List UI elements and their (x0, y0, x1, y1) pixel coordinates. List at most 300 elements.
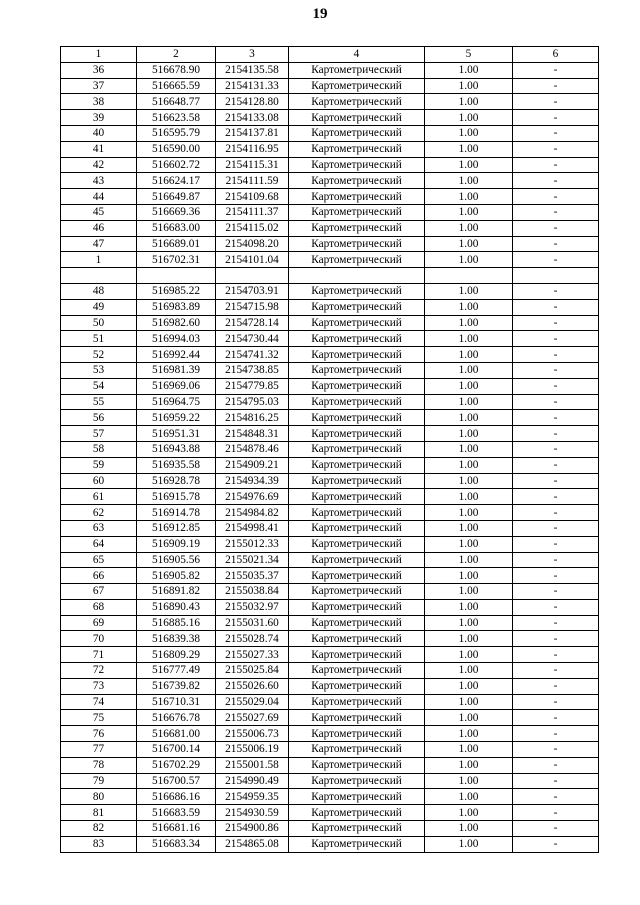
note-cell: - (513, 821, 599, 837)
table-row (61, 789, 599, 805)
table-row (61, 678, 599, 694)
point-number-cell: 55 (61, 394, 137, 410)
x-coordinate-cell: 516665.59 (137, 78, 216, 94)
x-coordinate-cell: 516905.56 (137, 552, 216, 568)
method-cell: Картометрический (289, 252, 425, 268)
x-coordinate-cell: 516959.22 (137, 410, 216, 426)
method-cell: Картометрический (289, 299, 425, 315)
method-cell: Картометрический (289, 457, 425, 473)
method-cell: Картометрический (289, 378, 425, 394)
y-coordinate-cell: 2155027.33 (216, 647, 289, 663)
method-cell: Картометрический (289, 726, 425, 742)
accuracy-cell: 1.00 (425, 220, 513, 236)
method-cell: Картометрический (289, 110, 425, 126)
accuracy-cell: 1.00 (425, 315, 513, 331)
table-row (61, 694, 599, 710)
x-coordinate-cell: 516992.44 (137, 347, 216, 363)
y-coordinate-cell: 2154115.02 (216, 220, 289, 236)
accuracy-cell: 1.00 (425, 110, 513, 126)
point-number-cell: 82 (61, 821, 137, 837)
x-coordinate-cell: 516683.59 (137, 805, 216, 821)
accuracy-cell: 1.00 (425, 204, 513, 220)
note-cell: - (513, 473, 599, 489)
table-row (61, 631, 599, 647)
note-cell: - (513, 252, 599, 268)
table-row (61, 315, 599, 331)
x-coordinate-cell: 516983.89 (137, 299, 216, 315)
x-coordinate-cell: 516935.58 (137, 457, 216, 473)
accuracy-cell: 1.00 (425, 615, 513, 631)
point-number-cell: 38 (61, 94, 137, 110)
table-row (61, 489, 599, 505)
table-row (61, 125, 599, 141)
method-cell: Картометрический (289, 663, 425, 679)
method-cell: Картометрический (289, 362, 425, 378)
y-coordinate-cell: 2154135.58 (216, 62, 289, 78)
method-cell: Картометрический (289, 62, 425, 78)
x-coordinate-cell: 516689.01 (137, 236, 216, 252)
accuracy-cell: 1.00 (425, 157, 513, 173)
point-number-cell: 69 (61, 615, 137, 631)
note-cell: - (513, 647, 599, 663)
x-coordinate-cell: 516683.00 (137, 220, 216, 236)
note-cell: - (513, 789, 599, 805)
y-coordinate-cell: 2154116.95 (216, 141, 289, 157)
point-number-cell: 40 (61, 125, 137, 141)
x-coordinate-cell: 516602.72 (137, 157, 216, 173)
point-number-cell: 77 (61, 742, 137, 758)
method-cell: Картометрический (289, 821, 425, 837)
table-row (61, 568, 599, 584)
method-cell: Картометрический (289, 189, 425, 205)
method-cell: Картометрический (289, 141, 425, 157)
method-cell: Картометрический (289, 236, 425, 252)
x-coordinate-cell: 516669.36 (137, 204, 216, 220)
accuracy-cell: 1.00 (425, 821, 513, 837)
note-cell: - (513, 125, 599, 141)
point-number-cell: 76 (61, 726, 137, 742)
y-coordinate-cell: 2155012.33 (216, 536, 289, 552)
point-number-cell: 51 (61, 331, 137, 347)
x-coordinate-cell: 516891.82 (137, 584, 216, 600)
method-cell: Картометрический (289, 536, 425, 552)
x-coordinate-cell: 516890.43 (137, 599, 216, 615)
accuracy-cell: 1.00 (425, 552, 513, 568)
method-cell: Картометрический (289, 678, 425, 694)
table-row (61, 189, 599, 205)
x-coordinate-cell: 516943.88 (137, 441, 216, 457)
table-row (61, 220, 599, 236)
method-cell: Картометрический (289, 157, 425, 173)
x-coordinate-cell: 516681.16 (137, 821, 216, 837)
x-coordinate-cell: 516700.14 (137, 742, 216, 758)
y-coordinate-cell: 2155035.37 (216, 568, 289, 584)
method-cell: Картометрический (289, 552, 425, 568)
point-number-cell: 49 (61, 299, 137, 315)
method-cell: Картометрический (289, 773, 425, 789)
x-coordinate-cell: 516676.78 (137, 710, 216, 726)
table-row (61, 410, 599, 426)
point-number-cell: 71 (61, 647, 137, 663)
method-cell: Картометрический (289, 204, 425, 220)
accuracy-cell: 1.00 (425, 62, 513, 78)
point-number-cell: 50 (61, 315, 137, 331)
note-cell: - (513, 552, 599, 568)
y-coordinate-cell: 2154128.80 (216, 94, 289, 110)
note-cell: - (513, 568, 599, 584)
accuracy-cell: 1.00 (425, 836, 513, 852)
accuracy-cell: 1.00 (425, 378, 513, 394)
table-row (61, 647, 599, 663)
note-cell: - (513, 441, 599, 457)
y-coordinate-cell: 2155027.69 (216, 710, 289, 726)
table-row (61, 584, 599, 600)
note-cell (513, 268, 599, 284)
method-cell: Картометрический (289, 410, 425, 426)
accuracy-cell: 1.00 (425, 125, 513, 141)
accuracy-cell: 1.00 (425, 362, 513, 378)
point-number-cell: 53 (61, 362, 137, 378)
accuracy-cell: 1.00 (425, 78, 513, 94)
point-number-cell: 83 (61, 836, 137, 852)
note-cell: - (513, 220, 599, 236)
point-number-cell: 80 (61, 789, 137, 805)
x-coordinate-cell: 516590.00 (137, 141, 216, 157)
point-number-cell: 73 (61, 678, 137, 694)
table-row (61, 283, 599, 299)
x-coordinate-cell: 516648.77 (137, 94, 216, 110)
method-cell (289, 268, 425, 284)
accuracy-cell: 1.00 (425, 631, 513, 647)
table-row (61, 252, 599, 268)
method-cell: Картометрический (289, 94, 425, 110)
point-number-cell: 81 (61, 805, 137, 821)
y-coordinate-cell: 2154741.32 (216, 347, 289, 363)
y-coordinate-cell: 2154101.04 (216, 252, 289, 268)
y-coordinate-cell: 2154779.85 (216, 378, 289, 394)
table-row (61, 94, 599, 110)
x-coordinate-cell: 516839.38 (137, 631, 216, 647)
x-coordinate-cell: 516681.00 (137, 726, 216, 742)
header-cell: 3 (216, 47, 289, 63)
accuracy-cell: 1.00 (425, 742, 513, 758)
y-coordinate-cell: 2154865.08 (216, 836, 289, 852)
note-cell: - (513, 836, 599, 852)
point-number-cell: 41 (61, 141, 137, 157)
y-coordinate-cell: 2155026.60 (216, 678, 289, 694)
point-number-cell: 46 (61, 220, 137, 236)
point-number-cell: 44 (61, 189, 137, 205)
table-row (61, 62, 599, 78)
note-cell: - (513, 236, 599, 252)
accuracy-cell: 1.00 (425, 94, 513, 110)
x-coordinate-cell: 516683.34 (137, 836, 216, 852)
method-cell: Картометрический (289, 599, 425, 615)
accuracy-cell: 1.00 (425, 426, 513, 442)
point-number-cell: 42 (61, 157, 137, 173)
note-cell: - (513, 536, 599, 552)
point-number-cell: 74 (61, 694, 137, 710)
note-cell: - (513, 204, 599, 220)
y-coordinate-cell: 2154703.91 (216, 283, 289, 299)
method-cell: Картометрический (289, 78, 425, 94)
table-row (61, 394, 599, 410)
note-cell: - (513, 726, 599, 742)
table-row (61, 268, 599, 284)
x-coordinate-cell: 516700.57 (137, 773, 216, 789)
x-coordinate-cell: 516912.85 (137, 520, 216, 536)
point-number-cell: 1 (61, 252, 137, 268)
header-cell: 1 (61, 47, 137, 63)
table-row (61, 552, 599, 568)
y-coordinate-cell: 2155025.84 (216, 663, 289, 679)
accuracy-cell: 1.00 (425, 568, 513, 584)
note-cell: - (513, 426, 599, 442)
note-cell: - (513, 678, 599, 694)
table-header-row (61, 47, 599, 63)
method-cell: Картометрический (289, 742, 425, 758)
method-cell: Картометрический (289, 347, 425, 363)
x-coordinate-cell: 516928.78 (137, 473, 216, 489)
y-coordinate-cell: 2154816.25 (216, 410, 289, 426)
method-cell: Картометрический (289, 125, 425, 141)
point-number-cell: 61 (61, 489, 137, 505)
point-number-cell: 63 (61, 520, 137, 536)
point-number-cell: 52 (61, 347, 137, 363)
x-coordinate-cell: 516905.82 (137, 568, 216, 584)
point-number-cell: 48 (61, 283, 137, 299)
accuracy-cell: 1.00 (425, 489, 513, 505)
note-cell: - (513, 663, 599, 679)
table-row (61, 173, 599, 189)
accuracy-cell: 1.00 (425, 252, 513, 268)
table-body (61, 47, 599, 853)
y-coordinate-cell: 2154976.69 (216, 489, 289, 505)
point-number-cell: 56 (61, 410, 137, 426)
table-row (61, 599, 599, 615)
x-coordinate-cell: 516777.49 (137, 663, 216, 679)
accuracy-cell: 1.00 (425, 789, 513, 805)
note-cell: - (513, 584, 599, 600)
x-coordinate-cell: 516624.17 (137, 173, 216, 189)
accuracy-cell: 1.00 (425, 505, 513, 521)
table-row (61, 204, 599, 220)
point-number-cell: 62 (61, 505, 137, 521)
x-coordinate-cell: 516702.29 (137, 757, 216, 773)
method-cell: Картометрический (289, 489, 425, 505)
table-row (61, 536, 599, 552)
y-coordinate-cell: 2154984.82 (216, 505, 289, 521)
y-coordinate-cell: 2155028.74 (216, 631, 289, 647)
header-cell: 6 (513, 47, 599, 63)
accuracy-cell: 1.00 (425, 394, 513, 410)
accuracy-cell: 1.00 (425, 473, 513, 489)
x-coordinate-cell: 516951.31 (137, 426, 216, 442)
accuracy-cell: 1.00 (425, 710, 513, 726)
note-cell: - (513, 62, 599, 78)
note-cell: - (513, 410, 599, 426)
x-coordinate-cell: 516678.90 (137, 62, 216, 78)
y-coordinate-cell: 2155029.04 (216, 694, 289, 710)
method-cell: Картометрический (289, 473, 425, 489)
y-coordinate-cell: 2155031.60 (216, 615, 289, 631)
y-coordinate-cell: 2154115.31 (216, 157, 289, 173)
note-cell: - (513, 157, 599, 173)
y-coordinate-cell: 2154848.31 (216, 426, 289, 442)
accuracy-cell: 1.00 (425, 457, 513, 473)
method-cell: Картометрический (289, 331, 425, 347)
accuracy-cell: 1.00 (425, 599, 513, 615)
accuracy-cell (425, 268, 513, 284)
accuracy-cell: 1.00 (425, 647, 513, 663)
accuracy-cell: 1.00 (425, 726, 513, 742)
method-cell: Картометрический (289, 283, 425, 299)
method-cell: Картометрический (289, 441, 425, 457)
coordinates-table (60, 46, 599, 853)
accuracy-cell: 1.00 (425, 773, 513, 789)
method-cell: Картометрический (289, 789, 425, 805)
table-row (61, 426, 599, 442)
table-row (61, 663, 599, 679)
accuracy-cell: 1.00 (425, 757, 513, 773)
point-number-cell: 59 (61, 457, 137, 473)
accuracy-cell: 1.00 (425, 663, 513, 679)
point-number-cell: 58 (61, 441, 137, 457)
table-row (61, 78, 599, 94)
method-cell: Картометрический (289, 505, 425, 521)
point-number-cell: 47 (61, 236, 137, 252)
header-cell: 2 (137, 47, 216, 63)
note-cell: - (513, 710, 599, 726)
point-number-cell: 39 (61, 110, 137, 126)
point-number-cell: 57 (61, 426, 137, 442)
note-cell: - (513, 283, 599, 299)
point-number-cell: 67 (61, 584, 137, 600)
x-coordinate-cell: 516739.82 (137, 678, 216, 694)
method-cell: Картометрический (289, 710, 425, 726)
table-row (61, 331, 599, 347)
table-row (61, 757, 599, 773)
point-number-cell: 78 (61, 757, 137, 773)
table-row (61, 362, 599, 378)
note-cell: - (513, 742, 599, 758)
note-cell: - (513, 631, 599, 647)
y-coordinate-cell: 2154900.86 (216, 821, 289, 837)
table-row (61, 299, 599, 315)
table-row (61, 520, 599, 536)
x-coordinate-cell: 516914.78 (137, 505, 216, 521)
x-coordinate-cell: 516623.58 (137, 110, 216, 126)
method-cell: Картометрический (289, 315, 425, 331)
y-coordinate-cell: 2154730.44 (216, 331, 289, 347)
method-cell: Картометрический (289, 220, 425, 236)
note-cell: - (513, 505, 599, 521)
method-cell: Картометрический (289, 584, 425, 600)
point-number-cell: 72 (61, 663, 137, 679)
y-coordinate-cell: 2154111.59 (216, 173, 289, 189)
y-coordinate-cell: 2154109.68 (216, 189, 289, 205)
method-cell: Картометрический (289, 615, 425, 631)
point-number-cell: 64 (61, 536, 137, 552)
x-coordinate-cell: 516981.39 (137, 362, 216, 378)
point-number-cell: 37 (61, 78, 137, 94)
table-row (61, 457, 599, 473)
note-cell: - (513, 315, 599, 331)
point-number-cell: 60 (61, 473, 137, 489)
table-row (61, 773, 599, 789)
note-cell: - (513, 805, 599, 821)
table-row (61, 836, 599, 852)
accuracy-cell: 1.00 (425, 189, 513, 205)
x-coordinate-cell: 516686.16 (137, 789, 216, 805)
method-cell: Картометрический (289, 805, 425, 821)
table-row (61, 157, 599, 173)
accuracy-cell: 1.00 (425, 347, 513, 363)
x-coordinate-cell: 516969.06 (137, 378, 216, 394)
y-coordinate-cell: 2154131.33 (216, 78, 289, 94)
y-coordinate-cell: 2155001.58 (216, 757, 289, 773)
point-number-cell: 68 (61, 599, 137, 615)
x-coordinate-cell: 516915.78 (137, 489, 216, 505)
header-cell: 5 (425, 47, 513, 63)
method-cell: Картометрический (289, 836, 425, 852)
note-cell: - (513, 457, 599, 473)
accuracy-cell: 1.00 (425, 678, 513, 694)
table-row (61, 505, 599, 521)
accuracy-cell: 1.00 (425, 141, 513, 157)
y-coordinate-cell: 2155021.34 (216, 552, 289, 568)
y-coordinate-cell: 2154715.98 (216, 299, 289, 315)
x-coordinate-cell: 516994.03 (137, 331, 216, 347)
y-coordinate-cell (216, 268, 289, 284)
table-row (61, 615, 599, 631)
note-cell: - (513, 615, 599, 631)
accuracy-cell: 1.00 (425, 520, 513, 536)
table-row (61, 236, 599, 252)
x-coordinate-cell: 516982.60 (137, 315, 216, 331)
accuracy-cell: 1.00 (425, 410, 513, 426)
x-coordinate-cell: 516702.31 (137, 252, 216, 268)
y-coordinate-cell: 2154930.59 (216, 805, 289, 821)
note-cell: - (513, 362, 599, 378)
note-cell: - (513, 599, 599, 615)
table-row (61, 805, 599, 821)
note-cell: - (513, 489, 599, 505)
note-cell: - (513, 520, 599, 536)
method-cell: Картометрический (289, 520, 425, 536)
point-number-cell: 79 (61, 773, 137, 789)
note-cell: - (513, 299, 599, 315)
note-cell: - (513, 189, 599, 205)
x-coordinate-cell: 516710.31 (137, 694, 216, 710)
y-coordinate-cell: 2154133.08 (216, 110, 289, 126)
method-cell: Картометрический (289, 631, 425, 647)
y-coordinate-cell: 2155032.97 (216, 599, 289, 615)
point-number-cell: 75 (61, 710, 137, 726)
method-cell: Картометрический (289, 568, 425, 584)
table-row (61, 742, 599, 758)
point-number-cell: 43 (61, 173, 137, 189)
y-coordinate-cell: 2154137.81 (216, 125, 289, 141)
note-cell: - (513, 94, 599, 110)
accuracy-cell: 1.00 (425, 584, 513, 600)
y-coordinate-cell: 2155006.73 (216, 726, 289, 742)
y-coordinate-cell: 2154098.20 (216, 236, 289, 252)
note-cell: - (513, 173, 599, 189)
x-coordinate-cell: 516964.75 (137, 394, 216, 410)
method-cell: Картометрический (289, 694, 425, 710)
accuracy-cell: 1.00 (425, 173, 513, 189)
